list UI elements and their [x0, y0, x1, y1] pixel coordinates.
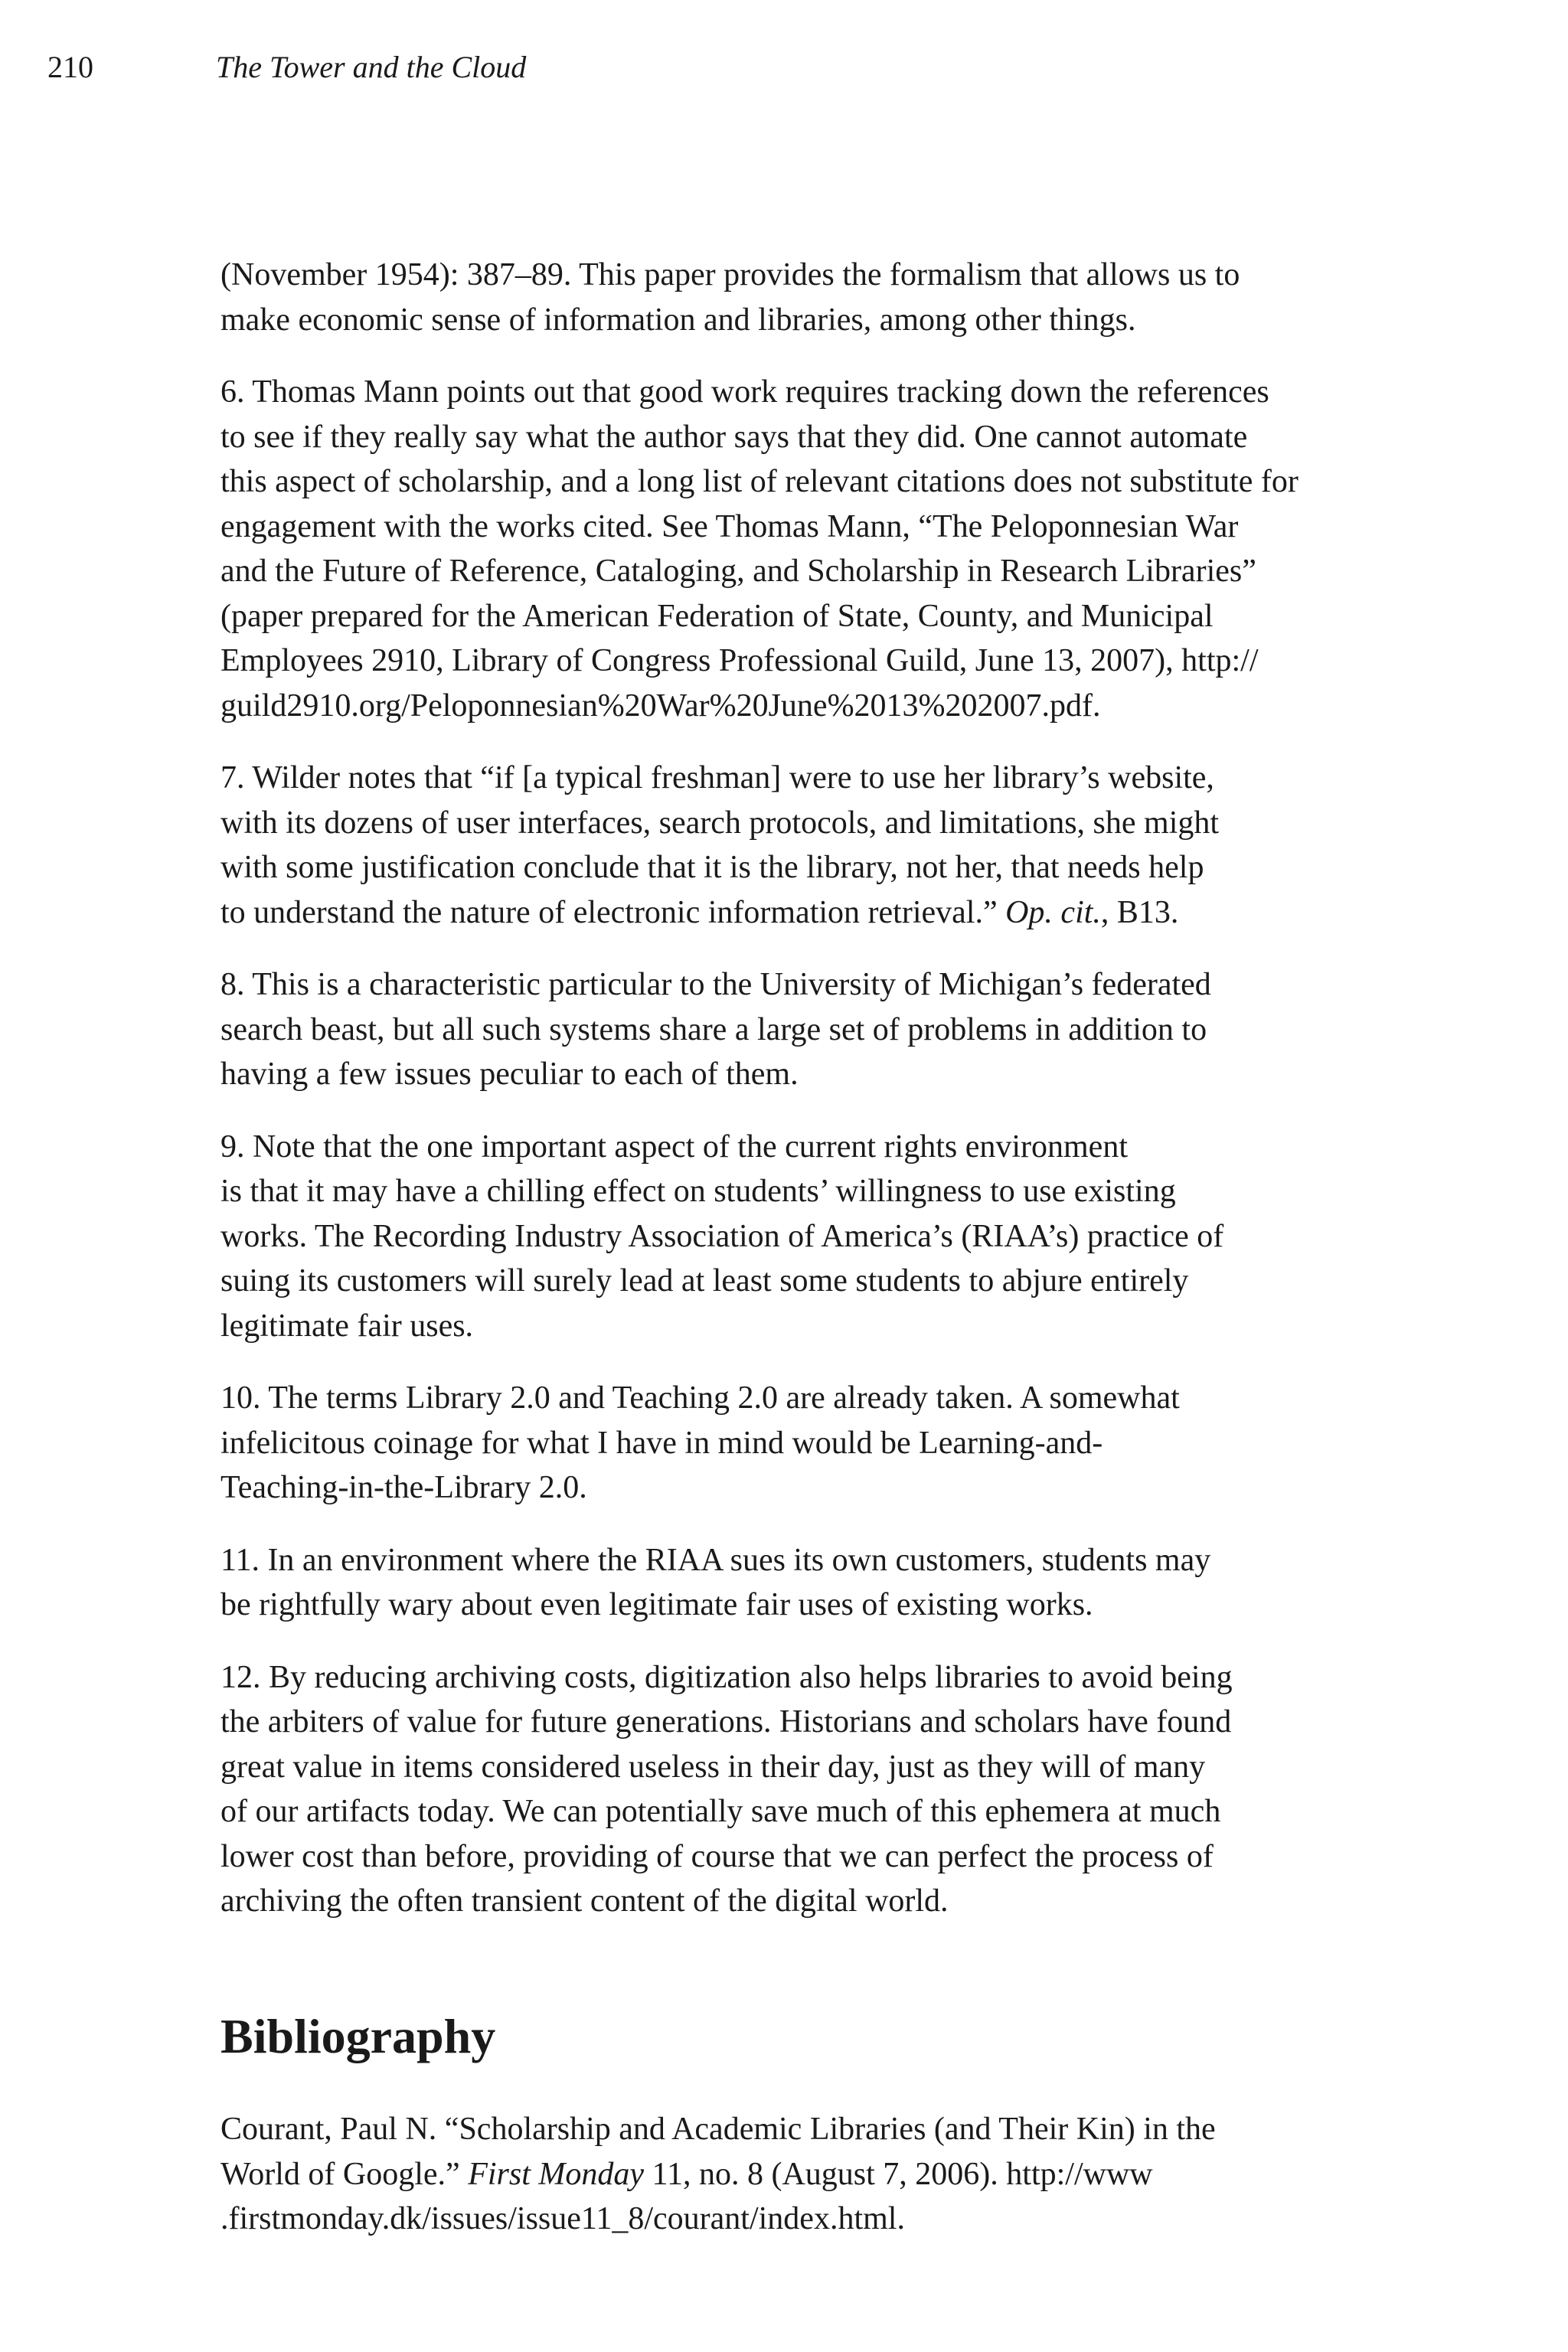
note-line: of our artifacts today. We can potentially save much of this ephemera at much	[220, 1794, 1221, 1829]
entry-text: 11, no. 8 (August 7, 2006). http://www	[644, 2156, 1153, 2192]
note-line: 9. Note that the one important aspect of the current rights environment	[220, 1129, 1128, 1165]
endnote-11	[220, 1538, 1369, 1628]
note-line: lower cost than before, providing of course that we can perfect the process of	[220, 1838, 1214, 1874]
endnote-6	[220, 370, 1369, 728]
book-title: The Tower and the Cloud	[216, 50, 527, 84]
note-line: make economic sense of information and libraries, among other things.	[220, 302, 1136, 338]
citation-abbreviation: Op. cit.	[1005, 894, 1101, 930]
note-line: with some justification conclude that it is the library, not her, that needs help	[220, 850, 1204, 885]
page-number: 210	[47, 50, 93, 84]
note-line: great value in items considered useless in their day, just as they will of many	[220, 1749, 1206, 1785]
note-line: (paper prepared for the American Federation of State, County, and Municipal	[220, 598, 1214, 634]
note-text: to understand the nature of electronic information retrieval.”	[220, 894, 1006, 930]
endnote-9	[220, 1125, 1369, 1349]
journal-title: First Monday	[468, 2156, 645, 2192]
note-line: engagement with the works cited. See Thomas Mann, “The Peloponnesian War	[220, 508, 1239, 544]
note-line: 7. Wilder notes that “if [a typical freshman] were to use her library’s website,	[220, 760, 1214, 795]
endnote-12	[220, 1655, 1369, 1924]
entry-line	[220, 2152, 1369, 2197]
note-line: (November 1954): 387–89. This paper provides the formalism that allows us to	[220, 257, 1240, 292]
note-line: to see if they really say what the author says that they did. One cannot automate	[220, 419, 1248, 455]
note-line: legitimate fair uses.	[220, 1308, 474, 1344]
endnotes	[220, 253, 1369, 1952]
note-line	[220, 890, 1369, 936]
bibliography-list	[220, 2107, 1369, 2242]
endnote-8	[220, 962, 1369, 1097]
endnote-7	[220, 756, 1369, 935]
note-line: and the Future of Reference, Cataloging, and Scholarship in Research Libraries”	[220, 554, 1256, 589]
bibliography-heading: Bibliography	[220, 2009, 496, 2063]
note-line: 12. By reducing archiving costs, digitization also helps libraries to avoid being	[220, 1659, 1233, 1695]
entry-text: World of Google.”	[220, 2156, 469, 2192]
bibliography-entry	[220, 2107, 1369, 2242]
note-line: search beast, but all such systems share a large set of problems in addition to	[220, 1011, 1207, 1047]
note-line: having a few issues peculiar to each of them.	[220, 1057, 799, 1092]
note-line: the arbiters of value for future generations. Historians and scholars have found	[220, 1704, 1232, 1740]
note-line: be rightfully wary about even legitimate fair uses of existing works.	[220, 1587, 1093, 1622]
entry-url: .firstmonday.dk/issues/issue11_8/courant/index.html.	[220, 2201, 905, 2236]
note-line: is that it may have a chilling effect on students’ willingness to use existing	[220, 1174, 1176, 1209]
running-head	[47, 47, 527, 87]
note-line: Teaching-in-the-Library 2.0.	[220, 1470, 587, 1505]
note-line: infelicitous coinage for what I have in mind would be Learning-and-	[220, 1425, 1103, 1461]
note-line: this aspect of scholarship, and a long list of relevant citations does not substitute for	[220, 464, 1298, 499]
entry-line: Courant, Paul N. “Scholarship and Academic Libraries (and Their Kin) in the	[220, 2112, 1216, 2147]
note-line: 11. In an environment where the RIAA sues its own customers, students may	[220, 1542, 1211, 1578]
endnote-5-continued	[220, 253, 1369, 342]
note-line: 8. This is a characteristic particular to the University of Michigan’s federated	[220, 967, 1211, 1002]
note-text: , B13.	[1100, 894, 1179, 930]
note-line: guild2910.org/Peloponnesian%20War%20June%2013%202007.pdf.	[220, 688, 1101, 724]
note-line: 6. Thomas Mann points out that good work requires tracking down the references	[220, 374, 1269, 410]
note-line: Employees 2910, Library of Congress Professional Guild, June 13, 2007), http://	[220, 643, 1259, 678]
note-line: 10. The terms Library 2.0 and Teaching 2.0 are already taken. A somewhat	[220, 1380, 1180, 1416]
note-line: works. The Recording Industry Association of America’s (RIAA’s) practice of	[220, 1218, 1224, 1254]
note-line: suing its customers will surely lead at least some students to abjure entirely	[220, 1263, 1189, 1298]
note-line: with its dozens of user interfaces, search protocols, and limitations, she might	[220, 805, 1220, 841]
endnote-10	[220, 1376, 1369, 1511]
note-line: archiving the often transient content of the digital world.	[220, 1883, 949, 1919]
